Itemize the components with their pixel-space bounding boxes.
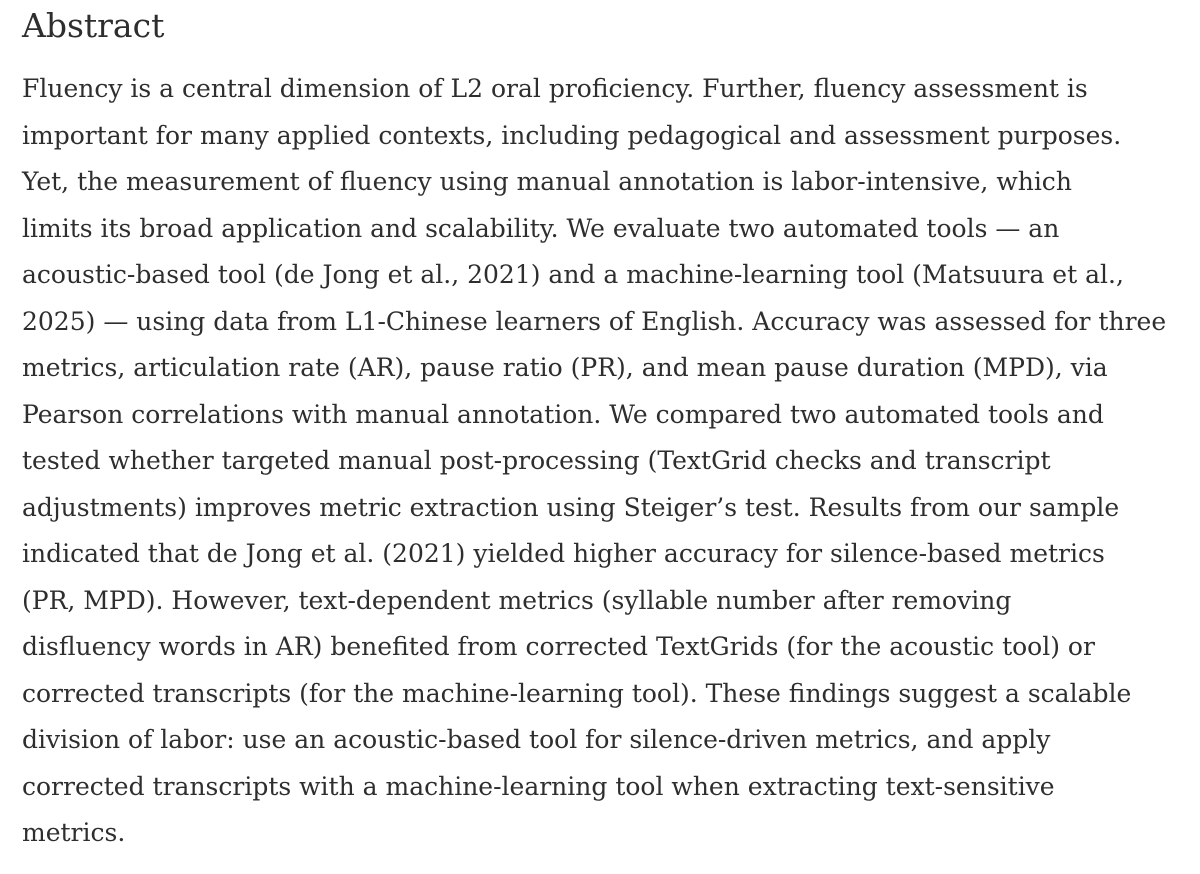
abstract-line: disfluency words in AR) benefited from corrected TextGrids (for the acoustic tool) or bbox=[22, 632, 1095, 661]
abstract-heading: Abstract bbox=[22, 6, 165, 45]
abstract-line: corrected transcripts (for the machine-learning tool). These findings suggest a scalable bbox=[22, 678, 1132, 708]
abstract-line: important for many applied contexts, including pedagogical and assessment purposes. bbox=[22, 120, 1122, 150]
abstract-line: indicated that de Jong et al. (2021) yielded higher accuracy for silence-based metrics bbox=[22, 539, 1105, 568]
abstract-line: limits its broad application and scalability. We evaluate two automated tools — an bbox=[22, 213, 1060, 243]
abstract-section bbox=[22, 0, 1192, 857]
abstract-line: acoustic-based tool (de Jong et al., 2021) and a machine-learning tool (Matsuura et al., bbox=[22, 260, 1124, 289]
abstract-line: adjustments) improves metric extraction using Steiger’s test. Results from our sample bbox=[22, 492, 1120, 522]
abstract-line: 2025) — using data from L1-Chinese learners of English. Accuracy was assessed for three bbox=[22, 306, 1167, 336]
abstract-line: division of labor: use an acoustic-based tool for silence-driven metrics, and apply bbox=[22, 725, 1051, 754]
abstract-line: tested whether targeted manual post-processing (TextGrid checks and transcript bbox=[22, 446, 1051, 475]
abstract-line: metrics. bbox=[22, 818, 126, 847]
abstract-line: Fluency is a central dimension of L2 oral proficiency. Further, fluency assessment is bbox=[22, 74, 1088, 103]
abstract-line: Pearson correlations with manual annotation. We compared two automated tools and bbox=[22, 399, 1104, 429]
abstract-line: metrics, articulation rate (AR), pause ratio (PR), and mean pause duration (MPD), via bbox=[22, 353, 1108, 382]
abstract-paragraph bbox=[22, 66, 1192, 857]
abstract-line: (PR, MPD). However, text-dependent metrics (syllable number after removing bbox=[22, 585, 1012, 615]
abstract-line: corrected transcripts with a machine-learning tool when extracting text-sensitive bbox=[22, 771, 1055, 801]
abstract-line: Yet, the measurement of fluency using manual annotation is labor-intensive, which bbox=[22, 167, 1072, 196]
